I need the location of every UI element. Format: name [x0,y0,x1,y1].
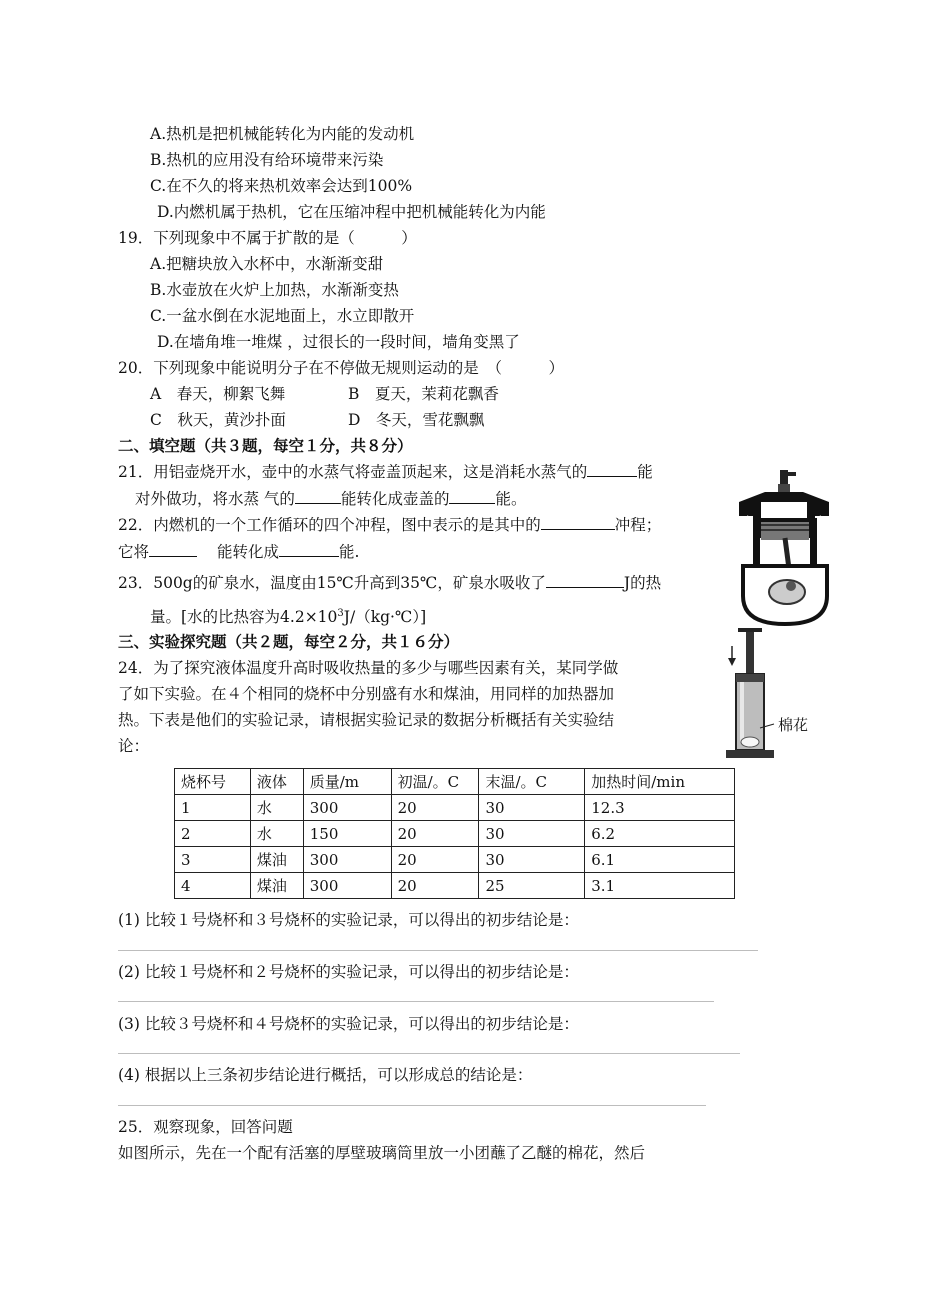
table-cell: 300 [303,847,391,873]
table-row [175,873,735,899]
q19-option-a: A.把糖块放入水杯中，水渐渐变甜 [150,255,384,273]
table-cell: 煤油 [250,873,303,899]
q24-sub-4: (4) 根据以上三条初步结论进行概括，可以形成总的结论是： [118,1066,533,1084]
q24-line-1: 24．为了探究液体温度升高时吸收热量的多少与哪些因素有关，某同学做 [118,659,619,677]
q18-option-c: C.在不久的将来热机效率会达到100% [150,177,413,195]
q20-option-d: D 冬天，雪花飘飘 [348,411,485,429]
q19-option-b: B.水壶放在火炉上加热，水渐渐变热 [150,281,399,299]
q22-blank-2[interactable] [149,542,197,557]
q20-stem: 20．下列现象中能说明分子在不停做无规则运动的是 （ ） [118,359,564,377]
table-cell: 20 [391,873,479,899]
q18-option-d: D.内燃机属于热机，它在压缩冲程中把机械能转化为内能 [157,203,546,221]
q20-option-c: C 秋天，黄沙扑面 [150,411,286,429]
q21-text-1-end: 能 [637,463,653,481]
q23-text-2b: J/（kg·℃）] [343,608,427,627]
q25-text: 如图所示，先在一个配有活塞的厚壁玻璃筒里放一小团蘸了乙醚的棉花，然后 [118,1144,646,1162]
table-cell: 6.1 [585,847,735,873]
q22-line-1 [118,515,661,535]
q19-option-c: C.一盆水倒在水泥地面上，水立即散开 [150,307,415,325]
q24-line-3: 热。下表是他们的实验记录，请根据实验记录的数据分析概括有关实验结 [118,711,615,729]
table-cell: 6.2 [585,821,735,847]
q21-line-1 [118,462,653,482]
table-cell: 300 [303,873,391,899]
table-header-cell: 末温/。C [479,769,585,795]
q23-text-1b: J的热 [623,574,662,592]
table-cell: 3.1 [585,873,735,899]
table-cell: 300 [303,795,391,821]
q23-exponent: 3 [337,608,344,619]
table-header-cell: 加热时间/min [585,769,735,795]
q19-stem [118,228,417,248]
q22-blank-1[interactable] [541,515,615,530]
q22-text-1b: 冲程； [614,516,662,534]
table-cell: 25 [479,873,585,899]
table-header-cell: 初温/。C [391,769,479,795]
q21-line-2 [135,489,526,509]
section-2-heading: 二、填空题（共３题，每空１分，共８分） [118,436,413,455]
table-cell: 水 [250,795,303,821]
table-row [175,821,735,847]
q21-blank-3[interactable] [449,489,495,504]
q23-line-2 [150,604,426,627]
q24-sub-3: (3) 比较３号烧杯和４号烧杯的实验记录，可以得出的初步结论是： [118,1015,579,1033]
glass-cylinder-figure [718,628,834,760]
q24-sub-2: (2) 比较１号烧杯和２号烧杯的实验记录，可以得出的初步结论是： [118,963,579,981]
table-cell: 30 [479,821,585,847]
q22-text-1a: 22．内燃机的一个工作循环的四个冲程，图中表示的是其中的 [118,516,541,534]
q25-title: 25．观察现象，回答问题 [118,1118,293,1136]
table-row [175,847,735,873]
engine-diagram-icon [735,468,835,626]
glass-tube-icon [718,628,834,760]
table-cell: 12.3 [585,795,735,821]
table-cell: 4 [175,873,251,899]
q22-text-2c: 能. [339,543,360,561]
answer-line-3[interactable] [118,1053,740,1054]
q24-line-2: 了如下实验。在４个相同的烧杯中分别盛有水和煤油，用同样的加热器加 [118,685,615,703]
q20-option-b: B 夏天，茉莉花飘香 [348,385,499,403]
table-cell: 20 [391,847,479,873]
q21-text-2c: 能。 [495,490,527,508]
table-cell: 2 [175,821,251,847]
table-cell: 1 [175,795,251,821]
cotton-label: 棉花 [778,716,809,734]
q23-blank-1[interactable] [546,573,624,588]
table-cell: 20 [391,795,479,821]
q21-text-2a: 对外做功，将水蒸 气的 [135,490,295,508]
answer-line-4[interactable] [118,1105,706,1106]
table-header-cell: 液体 [250,769,303,795]
q22-line-2 [118,542,359,562]
table-cell: 150 [303,821,391,847]
q24-line-4: 论： [118,737,150,755]
q21-text-2b: 能转化成壶盖的 [340,490,450,508]
table-row [175,795,735,821]
table-header-row [175,769,735,795]
section-3-heading: 三、实验探究题（共２题，每空２分，共１６分） [118,632,460,651]
table-cell: 30 [479,847,585,873]
engine-cylinder-figure [735,468,835,626]
q22-blank-3[interactable] [279,542,339,557]
q19-paren: （ ） [339,229,417,247]
q22-text-2a: 它将 [118,543,150,561]
q24-sub-1: (1) 比较１号烧杯和３号烧杯的实验记录，可以得出的初步结论是： [118,911,579,929]
table-cell: 煤油 [250,847,303,873]
table-header-cell: 烧杯号 [175,769,251,795]
table-cell: 3 [175,847,251,873]
q21-blank-1[interactable] [587,462,637,477]
answer-line-2[interactable] [118,1001,714,1002]
table-cell: 30 [479,795,585,821]
q19-stem-text: 19．下列现象中不属于扩散的是 [118,229,340,247]
q18-option-a: A.热机是把机械能转化为内能的发动机 [150,125,415,143]
q23-line-1 [118,573,661,593]
q20-option-a: A 春天，柳絮飞舞 [150,385,286,403]
experiment-table [174,768,735,899]
q19-option-d: D.在墙角堆一堆煤 ，过很长的一段时间，墙角变黑了 [157,333,520,351]
q18-option-b: B.热机的应用没有给环境带来污染 [150,151,384,169]
table-header-cell: 质量/m [303,769,391,795]
q23-text-1a: 23．500g的矿泉水，温度由15℃升高到35℃，矿泉水吸收了 [118,574,546,592]
table-cell: 水 [250,821,303,847]
table-cell: 20 [391,821,479,847]
q21-blank-2[interactable] [295,489,341,504]
answer-line-1[interactable] [118,950,758,951]
q21-text-1: 21．用铝壶烧开水，壶中的水蒸气将壶盖顶起来，这是消耗水蒸气的 [118,463,588,481]
q23-text-2a: 量。[水的比热容为4.2×10 [150,608,338,627]
q22-text-2b: 能转化成 [217,543,280,561]
